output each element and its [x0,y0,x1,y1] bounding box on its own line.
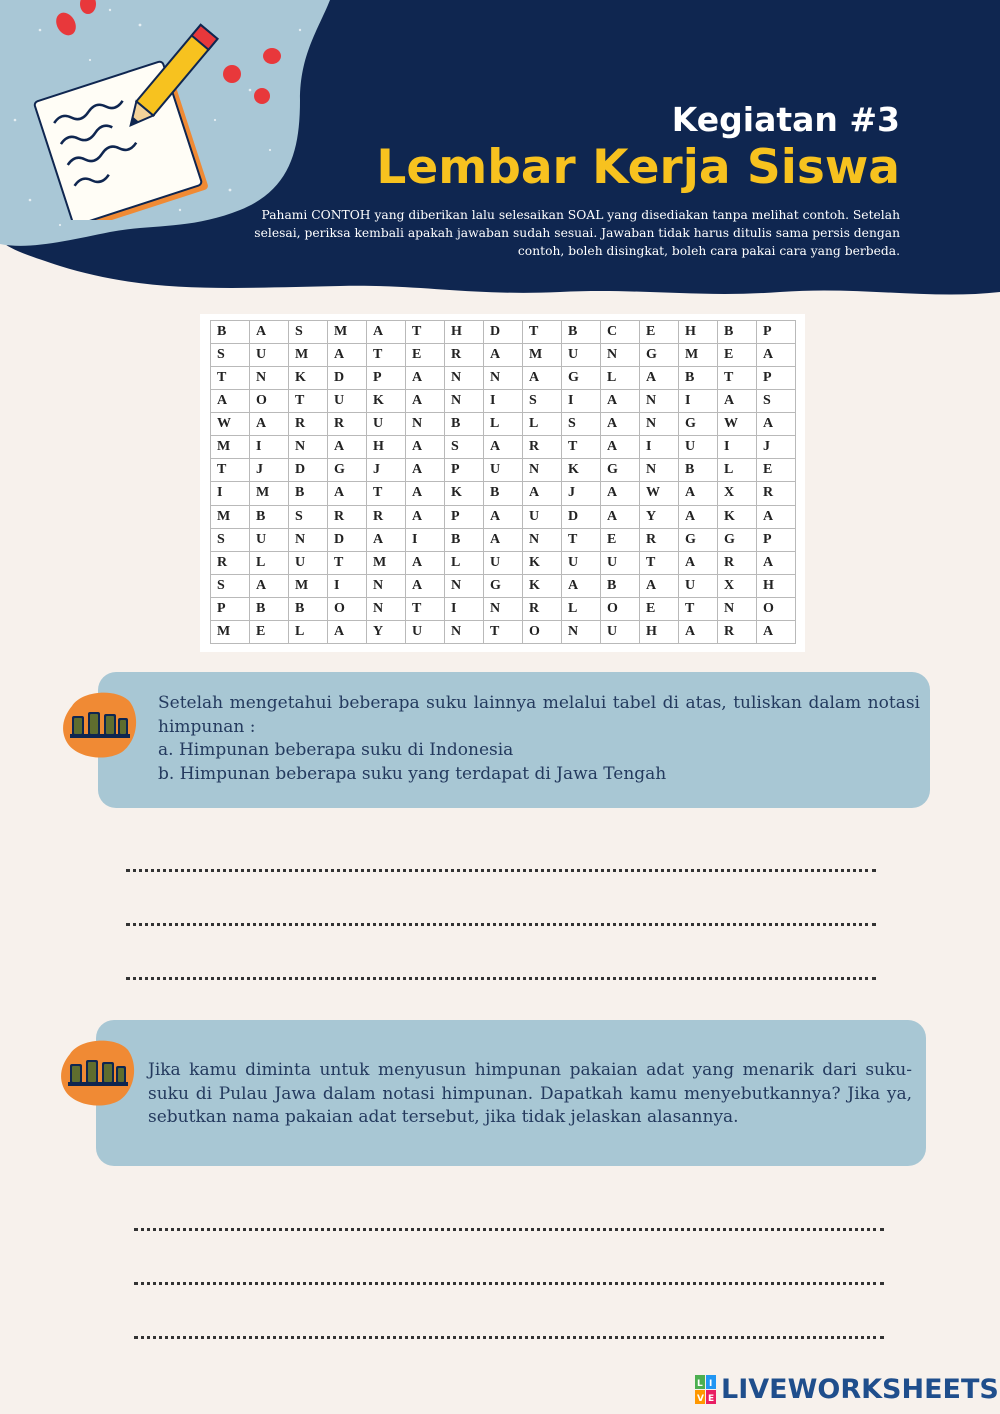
grid-cell: K [523,551,562,574]
grid-cell: M [367,551,406,574]
grid-row [211,390,796,413]
grid-cell: D [289,459,328,482]
grid-cell: A [679,482,718,505]
grid-cell: U [250,344,289,367]
books-icon [60,688,138,760]
grid-cell: N [484,597,523,620]
grid-cell: A [328,436,367,459]
instruction-text: Pahami CONTOH yang diberikan lalu selesaikan SOAL yang disediakan tanpa melihat contoh. Setelah selesai, periksa kembali apakah jawaban sudah sesuai. Jawaban tidak harus ditulis sama persis dengan contoh, boleh disingkat, boleh cara pakai cara yang berbeda. [254,208,900,258]
grid-cell: M [679,344,718,367]
grid-cell: A [328,620,367,643]
logo-badge-letter: E [708,1393,715,1404]
grid-cell: P [757,528,796,551]
grid-cell: A [211,390,250,413]
grid-cell: R [640,528,679,551]
grid-cell: U [601,551,640,574]
grid-cell: N [445,390,484,413]
grid-cell: R [289,413,328,436]
grid-cell: I [328,574,367,597]
grid-cell: M [211,620,250,643]
question-1-intro: Setelah mengetahui beberapa suku lainnya melalui tabel di atas, tuliskan dalam notasi himpunan : [158,693,920,737]
grid-cell: E [640,597,679,620]
grid-cell: X [718,574,757,597]
grid-cell: B [289,597,328,620]
grid-cell: A [406,367,445,390]
grid-cell: N [523,528,562,551]
grid-cell: P [757,367,796,390]
grid-cell: A [406,459,445,482]
grid-cell: S [757,390,796,413]
activity-label: Kegiatan #3 [671,100,900,139]
grid-cell: E [601,528,640,551]
grid-cell: H [757,574,796,597]
grid-cell: B [562,321,601,344]
grid-cell: U [328,390,367,413]
grid-cell: R [367,505,406,528]
grid-row [211,505,796,528]
grid-row [211,344,796,367]
grid-cell: Y [367,620,406,643]
grid-cell: M [289,344,328,367]
grid-cell: D [484,321,523,344]
grid-cell: A [757,551,796,574]
grid-cell: T [562,528,601,551]
grid-cell: A [757,413,796,436]
grid-cell: N [640,390,679,413]
grid-cell: H [679,321,718,344]
grid-cell: S [289,505,328,528]
grid-cell: S [289,321,328,344]
grid-cell: A [679,505,718,528]
grid-cell: K [367,390,406,413]
grid-cell: N [445,367,484,390]
answer-line-1c[interactable] [126,977,876,980]
grid-cell: T [484,620,523,643]
grid-cell: K [445,482,484,505]
grid-cell: U [406,620,445,643]
grid-cell: K [718,505,757,528]
answer-line-2b[interactable] [134,1282,884,1285]
answer-line-1a[interactable] [126,869,876,872]
grid-cell: G [640,344,679,367]
grid-cell: T [718,367,757,390]
grid-cell: A [406,482,445,505]
grid-cell: U [562,344,601,367]
grid-cell: E [406,344,445,367]
grid-cell: H [367,436,406,459]
grid-cell: P [445,459,484,482]
grid-cell: L [445,551,484,574]
grid-cell: R [757,482,796,505]
grid-cell: N [718,597,757,620]
logo-badge-letter: V [697,1393,704,1404]
grid-cell: B [289,482,328,505]
grid-cell: M [211,505,250,528]
grid-cell: B [445,413,484,436]
grid-cell: N [406,413,445,436]
grid-cell: L [718,459,757,482]
grid-cell: K [289,367,328,390]
grid-cell: A [406,390,445,413]
grid-cell: U [289,551,328,574]
grid-cell: G [679,413,718,436]
grid-cell: P [367,367,406,390]
grid-cell: R [211,551,250,574]
grid-cell: T [640,551,679,574]
grid-cell: N [367,574,406,597]
grid-cell: L [289,620,328,643]
grid-cell: A [367,528,406,551]
grid-cell: O [328,597,367,620]
grid-cell: I [250,436,289,459]
grid-cell: E [250,620,289,643]
grid-cell: T [406,321,445,344]
grid-cell: H [640,620,679,643]
grid-cell: J [250,459,289,482]
grid-cell: A [328,482,367,505]
grid-cell: B [601,574,640,597]
grid-cell: S [445,436,484,459]
grid-row [211,482,796,505]
grid-cell: U [484,551,523,574]
grid-cell: N [289,528,328,551]
grid-cell: B [250,505,289,528]
grid-cell: T [211,459,250,482]
grid-row [211,459,796,482]
grid-cell: K [562,459,601,482]
grid-cell: I [718,436,757,459]
word-search-grid [210,320,796,644]
grid-cell: A [757,620,796,643]
grid-cell: T [562,436,601,459]
grid-cell: P [757,321,796,344]
grid-cell: H [445,321,484,344]
grid-cell: R [523,597,562,620]
grid-cell: A [406,505,445,528]
grid-cell: A [250,574,289,597]
grid-cell: B [679,459,718,482]
grid-cell: I [679,390,718,413]
grid-cell: B [718,321,757,344]
grid-cell: U [679,436,718,459]
grid-cell: L [484,413,523,436]
grid-cell: M [211,436,250,459]
grid-cell: U [601,620,640,643]
grid-cell: N [523,459,562,482]
liveworksheets-logo [695,1374,999,1405]
grid-cell: G [562,367,601,390]
grid-cell: S [211,528,250,551]
grid-cell: A [250,321,289,344]
grid-cell: N [445,574,484,597]
grid-cell: A [601,482,640,505]
question-1-item-b: b. Himpunan beberapa suku yang terdapat di Jawa Tengah [158,763,667,784]
grid-cell: T [367,482,406,505]
grid-cell: A [757,505,796,528]
grid-cell: C [601,321,640,344]
logo-text: LIVEWORKSHEETS [721,1374,999,1405]
grid-cell: A [640,367,679,390]
grid-cell: A [601,505,640,528]
answer-line-1b[interactable] [126,923,876,926]
grid-cell: A [406,551,445,574]
grid-row [211,367,796,390]
grid-cell: R [523,436,562,459]
grid-cell: T [406,597,445,620]
notepad-pencil-illustration [20,0,320,220]
grid-cell: O [601,597,640,620]
grid-cell: N [289,436,328,459]
grid-row [211,413,796,436]
grid-cell: T [679,597,718,620]
grid-cell: U [250,528,289,551]
question-2-text: Jika kamu diminta untuk menyusun himpunan pakaian adat yang menarik dari suku-suku di Pulau Jawa dalam notasi himpunan. Dapatkah kamu menyebutkannya? Jika ya, sebutkan nama pakaian adat tersebut, jika tidak jelaskan alasannya. [148,1060,912,1127]
grid-cell: U [367,413,406,436]
grid-cell: O [250,390,289,413]
grid-cell: A [484,344,523,367]
grid-cell: W [718,413,757,436]
grid-cell: T [523,321,562,344]
grid-cell: E [757,459,796,482]
grid-cell: W [211,413,250,436]
grid-cell: U [484,459,523,482]
grid-cell: R [328,505,367,528]
grid-cell: A [679,551,718,574]
grid-cell: U [523,505,562,528]
grid-cell: K [523,574,562,597]
question-1-text [158,692,920,786]
grid-cell: A [601,436,640,459]
grid-cell: A [328,344,367,367]
grid-cell: G [328,459,367,482]
grid-row [211,574,796,597]
grid-cell: E [640,321,679,344]
grid-cell: G [679,528,718,551]
answer-line-2c[interactable] [134,1336,884,1339]
grid-cell: D [328,528,367,551]
grid-cell: N [367,597,406,620]
grid-cell: P [211,597,250,620]
grid-cell: B [445,528,484,551]
grid-cell: N [250,367,289,390]
grid-cell: D [328,367,367,390]
grid-cell: T [367,344,406,367]
grid-cell: M [250,482,289,505]
grid-cell: J [562,482,601,505]
grid-cell: O [523,620,562,643]
grid-cell: R [445,344,484,367]
grid-cell: A [367,321,406,344]
books-icon [58,1036,136,1108]
grid-cell: G [601,459,640,482]
grid-cell: A [484,528,523,551]
grid-cell: M [523,344,562,367]
grid-cell: N [562,620,601,643]
grid-cell: O [757,597,796,620]
grid-cell: S [211,574,250,597]
grid-cell: I [406,528,445,551]
word-search-panel [200,314,805,652]
grid-cell: Y [640,505,679,528]
grid-cell: T [328,551,367,574]
grid-cell: A [250,413,289,436]
grid-cell: R [718,551,757,574]
grid-cell: E [718,344,757,367]
grid-cell: A [562,574,601,597]
grid-cell: W [640,482,679,505]
grid-row [211,620,796,643]
grid-cell: B [679,367,718,390]
grid-cell: N [601,344,640,367]
grid-cell: N [640,413,679,436]
grid-cell: J [367,459,406,482]
answer-line-2a[interactable] [134,1228,884,1231]
grid-cell: T [289,390,328,413]
grid-cell: S [211,344,250,367]
grid-cell: N [640,459,679,482]
grid-cell: A [601,413,640,436]
grid-cell: A [601,390,640,413]
grid-cell: N [484,367,523,390]
grid-cell: S [562,413,601,436]
grid-cell: B [211,321,250,344]
grid-cell: A [406,574,445,597]
grid-cell: L [523,413,562,436]
grid-cell: R [328,413,367,436]
grid-row [211,321,796,344]
grid-cell: L [562,597,601,620]
logo-badge-letter: L [697,1378,703,1389]
grid-cell: A [679,620,718,643]
grid-cell: M [289,574,328,597]
grid-cell: B [484,482,523,505]
grid-cell: T [211,367,250,390]
grid-cell: M [328,321,367,344]
grid-cell: A [406,436,445,459]
grid-cell: A [757,344,796,367]
grid-cell: I [640,436,679,459]
grid-cell: I [211,482,250,505]
grid-cell: I [445,597,484,620]
grid-cell: J [757,436,796,459]
grid-cell: I [484,390,523,413]
grid-cell: D [562,505,601,528]
grid-cell: A [484,505,523,528]
grid-cell: X [718,482,757,505]
question-1-item-a: a. Himpunan beberapa suku di Indonesia [158,740,514,760]
grid-cell: L [601,367,640,390]
page-title: Lembar Kerja Siswa [376,140,900,195]
grid-cell: I [562,390,601,413]
grid-cell: A [523,482,562,505]
grid-cell: B [250,597,289,620]
grid-cell: A [640,574,679,597]
grid-cell: G [718,528,757,551]
logo-badge-icon [695,1375,717,1405]
grid-cell: A [718,390,757,413]
grid-cell: P [445,505,484,528]
grid-cell: A [484,436,523,459]
grid-cell: U [562,551,601,574]
grid-cell: N [445,620,484,643]
grid-row [211,597,796,620]
grid-row [211,551,796,574]
grid-cell: R [718,620,757,643]
grid-cell: A [523,367,562,390]
grid-cell: U [679,574,718,597]
grid-row [211,436,796,459]
grid-cell: S [523,390,562,413]
grid-row [211,528,796,551]
logo-badge-letter: I [709,1378,713,1389]
grid-cell: G [484,574,523,597]
grid-cell: L [250,551,289,574]
